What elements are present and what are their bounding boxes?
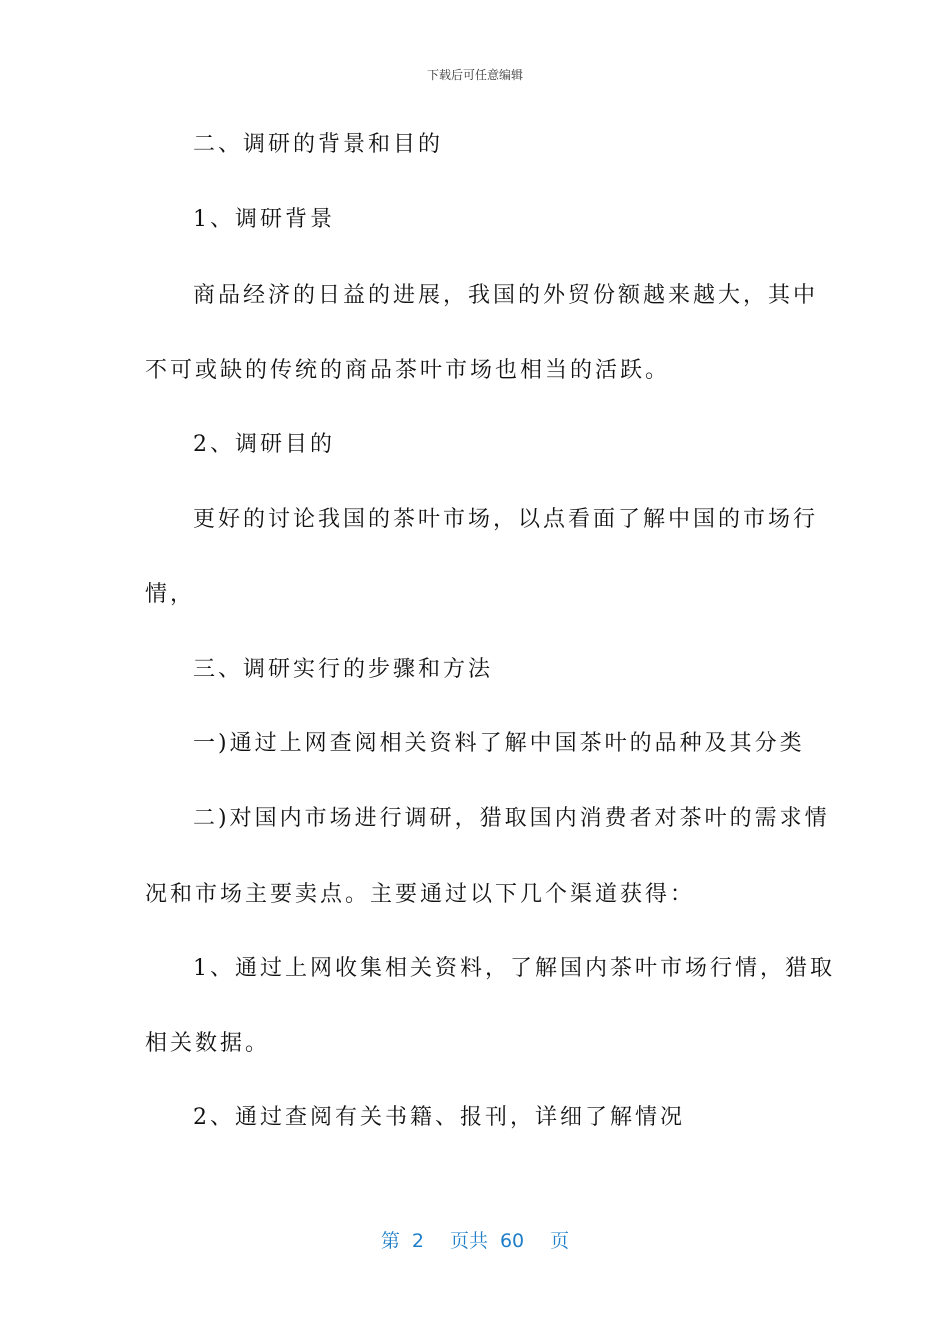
paragraph-line: 更好的讨论我国的茶叶市场，以点看面了解中国的市场行 <box>193 507 819 532</box>
subsection-heading: 1、调研背景 <box>193 207 335 232</box>
page-header: 下载后可任意编辑 <box>426 68 523 82</box>
page-label: 第 <box>380 1230 400 1252</box>
page-mid-label: 页共 <box>449 1230 488 1252</box>
page-end-label: 页 <box>550 1230 570 1252</box>
section-heading: 二、调研的背景和目的 <box>193 132 444 157</box>
page-number: 2 <box>411 1230 424 1252</box>
list-item: 2、通过查阅有关书籍、报刊，详细了解情况 <box>193 1105 685 1130</box>
subsection-heading: 2、调研目的 <box>193 432 335 457</box>
section-heading: 三、调研实行的步骤和方法 <box>193 657 494 682</box>
paragraph-line: 商品经济的日益的进展，我国的外贸份额越来越大，其中 <box>193 283 819 308</box>
paragraph-line: 不可或缺的传统的商品茶叶市场也相当的活跃。 <box>145 358 671 383</box>
list-item: 二)对国内市场进行调研，猎取国内消费者对茶叶的需求情 <box>193 806 830 831</box>
paragraph-line: 况和市场主要卖点。主要通过以下几个渠道获得： <box>145 882 696 907</box>
paragraph-line: 相关数据。 <box>145 1031 271 1056</box>
list-item: 一)通过上网查阅相关资料了解中国茶叶的品种及其分类 <box>193 731 805 756</box>
total-pages: 60 <box>499 1230 525 1252</box>
list-item: 1、通过上网收集相关资料，了解国内茶叶市场行情，猎取 <box>193 956 835 981</box>
paragraph-line: 情， <box>145 582 196 607</box>
page-footer <box>0 1226 950 1253</box>
